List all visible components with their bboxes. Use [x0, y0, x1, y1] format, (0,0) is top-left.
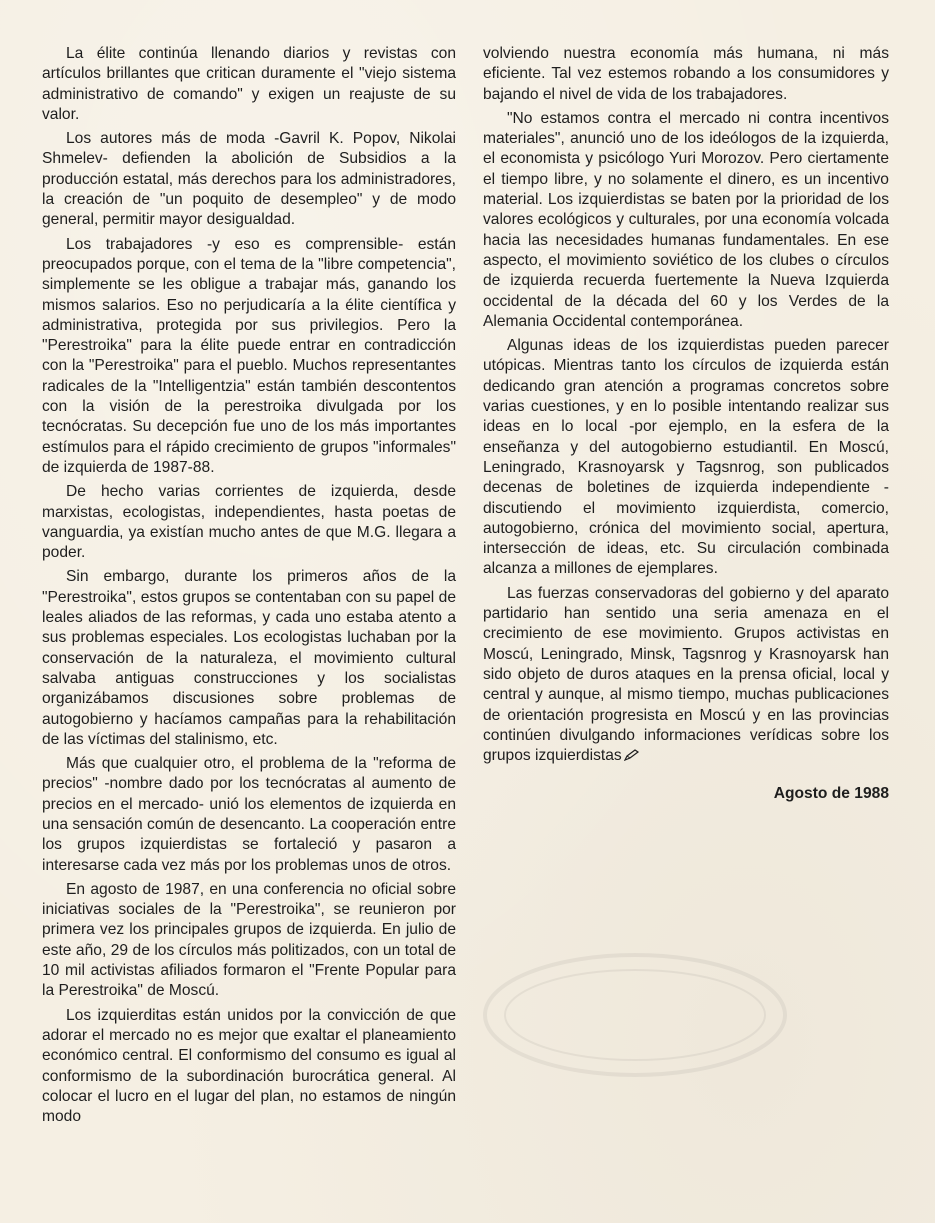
paragraph: Algunas ideas de los izquierdistas pueden parecer utópicas. Mientras tanto los círculos de izquierda están dedicando gran atención a programas concretos sobre varias cuestiones, y en lo posible intentando realizar sus ideas en lo local -por ejemplo, en la esfera de la enseñanza y del autogobierno estudiantil. En Moscú, Leningrado, Krasnoyarsk y Tagsnrog, son publicados decenas de boletines de izquierda independiente -discutiendo el movimiento izquierdista, comercio, autogobierno, crónica del movimiento social, apertura, intersección de ideas, etc. Su circulación combinada alcanza a millones de ejemplares.: [483, 337, 889, 578]
paragraph-final: [483, 584, 889, 767]
pencil-icon: [624, 749, 640, 761]
paragraph: De hecho varias corrientes de izquierda, desde marxistas, ecologistas, independientes, hasta poetas de vanguardia, ya existían mucho antes de que M.G. llegara a poder.: [42, 483, 456, 562]
paragraph-continuation: volviendo nuestra economía más humana, ni más eficiente. Tal vez estemos robando a los consumidores y bajando el nivel de vida de los trabajadores.: [483, 45, 889, 103]
paragraph: Los izquierditas están unidos por la convicción de que adorar el mercado no es mejor que exaltar el planeamiento económico central. El conformismo del consumo es igual al conformismo de la subordinación burocrática general. Al colocar el lucro en el lugar del plan, no estamos de ningún modo: [42, 1006, 456, 1126]
paragraph: Los trabajadores -y eso es comprensible- están preocupados porque, con el tema de la "libre competencia", simplemente se les obligue a trabajar más, ganando los mismos salarios. Eso no perjudicaría a la élite científica y administrativa, protegida por sus privilegios. Pero la "Perestroika" para la élite puede entrar en contradicción con la "Perestroika" para el pueblo. Muchos representantes radicales de la "Intelligentzia" están también descontentos con la visión de la perestroika divulgada por los tecnócratas. Su decepción fue uno de los más importantes estímulos para el rápido crecimiento de grupos "informales" de izquierda de 1987-88.: [42, 235, 456, 476]
article-date: Agosto de 1988: [773, 785, 889, 803]
paragraph: En agosto de 1987, en una conferencia no oficial sobre iniciativas sociales de la "Perestroika", se reunieron por primera vez los principales grupos de izquierda. En julio de este año, 29 de los círculos más politizados, con un total de 10 mil activistas afiliados formaron el "Frente Popular para la Perestroika" de Moscú.: [42, 880, 456, 1000]
paragraph-final-text: Las fuerzas conservadoras del gobierno y del aparato partidario han sentido una seria amenaza en el crecimiento de ese movimiento. Grupos activistas en Moscú, Leningrado, Minsk, Tagsnrog y Krasnoyarsk han sido objeto de duros ataques en la prensa oficial, local y central y aunque, al mismo tiempo, muchas publicaciones de orientación progresista en Moscú y en las provincias continúen divulgando informaciones verídicas sobre los grupos izquierdistas: [483, 584, 889, 765]
paragraph: "No estamos contra el mercado ni contra incentivos materiales", anunció uno de los ideólogos de la izquierda, el economista y psicólogo Yuri Morozov. Pero ciertamente el tiempo libre, y no solamente el dinero, es un incentivo material. Los izquierdistas se baten por la prioridad de los valores ecológicos y culturales, por una economía volcada hacia las necesidades humanas fundamentales. En ese aspecto, el movimiento soviético de los clubes o círculos de izquierda recuerda fuertemente la Nueva Izquierda occidental de la década del 60 y los Verdes de la Alemania Occidental contemporánea.: [483, 109, 889, 330]
right-column: [483, 44, 889, 805]
paragraph: Sin embargo, durante los primeros años de la "Perestroika", estos grupos se contentaban con su papel de leales aliados de las reformas, y cada uno estaba atento a sus problemas especiales. Los ecologistas luchaban por la conservación de la naturaleza, el movimiento cultural salvaba antiguas construcciones y los socialistas organizábamos discusiones sobre problemas de autogobierno y hacíamos campañas para la rehabilitación de las víctimas del stalinismo, etc.: [42, 568, 456, 748]
paragraph: La élite continúa llenando diarios y revistas con artículos brillantes que critican duramente el "viejo sistema administrativo de comando" y exigen un reajuste de su valor.: [42, 45, 456, 123]
faded-stamp-mark: [470, 940, 800, 1090]
paragraph: Los autores más de moda -Gavril K. Popov, Nikolai Shmelev- defienden la abolición de Subsidios a la producción estatal, más derechos para los administradores, la creación de "un poquito de desempleo" y de modo general, permitir mayor desigualdad.: [42, 130, 456, 229]
paragraph: Más que cualquier otro, el problema de la "reforma de precios" -nombre dado por los tecnócratas al aumento de precios en el mercado- unió los elementos de izquierda en una sensación común de desencanto. La cooperación entre los grupos izquierdistas se fortaleció y pasaron a interesarse cada vez más por los problemas unos de otros.: [42, 755, 456, 874]
left-column: [42, 44, 456, 1131]
